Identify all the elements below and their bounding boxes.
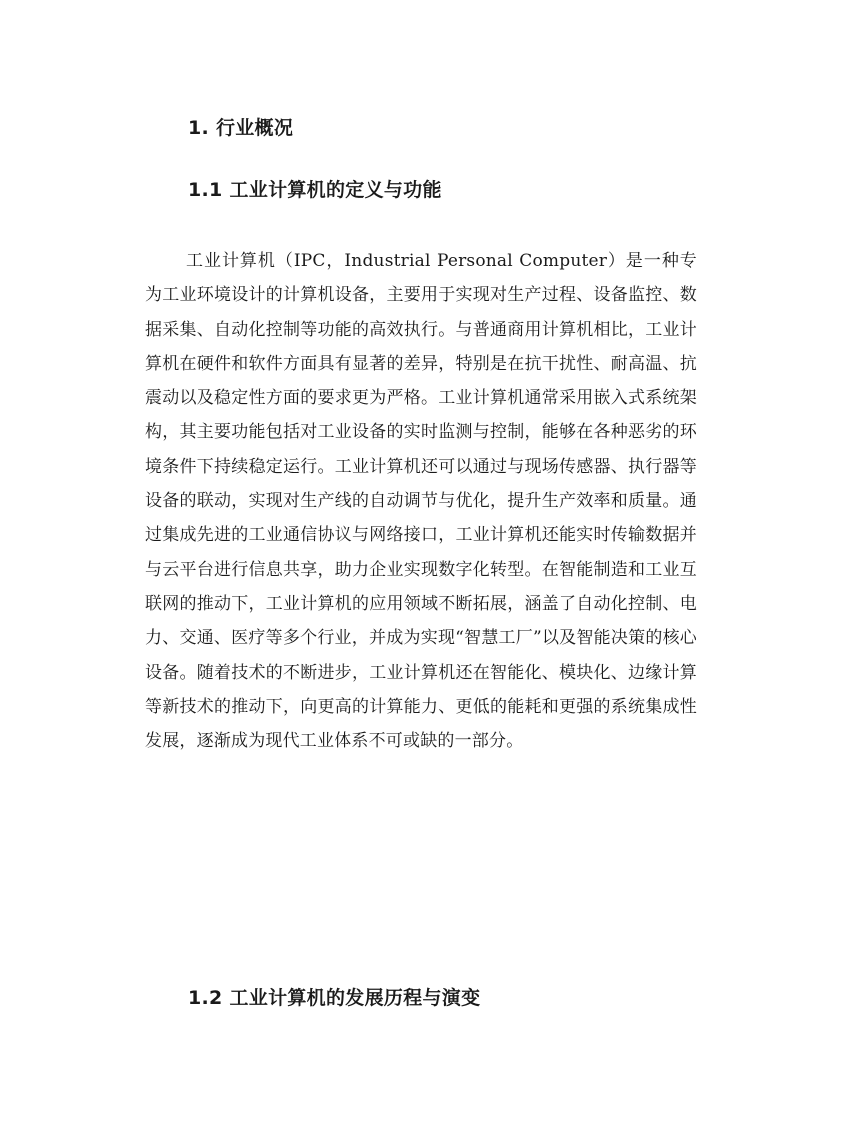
section-heading: 1. 行业概况 <box>188 117 294 139</box>
body-paragraph: 工业计算机（IPC，Industrial Personal Computer）是一种专为工业环境设计的计算机设备，主要用于实现对生产过程、设备监控、数据采集、自动化控制等功能的高效执行。与普通商用计算机相比，工业计算机在硬件和软件方面具有显著的差异，特别是在抗干扰性、耐高温、抗震动以及稳定性方面的要求更为严格。工业计算机通常采用嵌入式系统架构，其主要功能包括对工业设备的实时监测与控制，能够在各种恶劣的环境条件下持续稳定运行。工业计算机还可以通过与现场传感器、执行器等设备的联动，实现对生产线的自动调节与优化，提升生产效率和质量。通过集成先进的工业通信协议与网络接口，工业计算机还能实时传输数据并与云平台进行信息共享，助力企业实现数字化转型。在智能制造和工业互联网的推动下，工业计算机的应用领域不断拓展，涵盖了自动化控制、电力、交通、医疗等多个行业，并成为实现“智慧工厂”以及智能决策的核心设备。随着技术的不断进步，工业计算机还在智能化、模块化、边缘计算等新技术的推动下，向更高的计算能力、更低的能耗和更强的系统集成性发展，逐渐成为现代工业体系不可或缺的一部分。 <box>145 251 697 752</box>
subsection-heading-history: 1.2 工业计算机的发展历程与演变 <box>188 987 481 1009</box>
subsection-heading-definition: 1.1 工业计算机的定义与功能 <box>188 179 442 201</box>
